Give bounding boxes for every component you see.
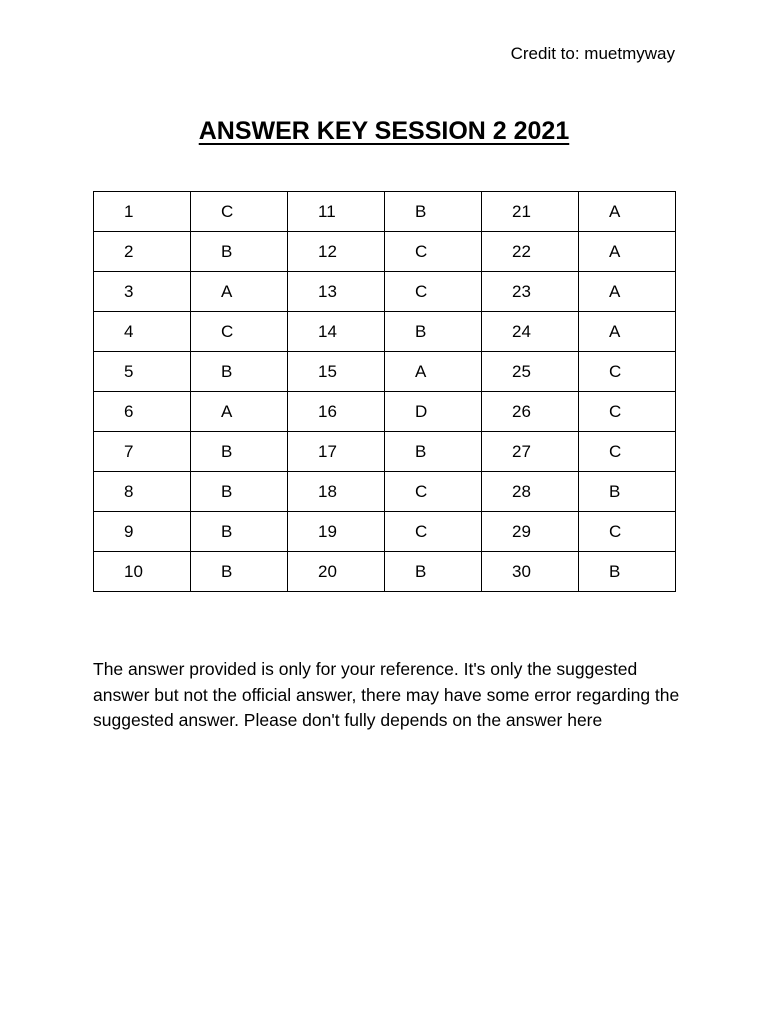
answer-cell: A bbox=[385, 352, 482, 392]
answer-cell: B bbox=[191, 512, 288, 552]
answer-cell: C bbox=[385, 232, 482, 272]
table-row bbox=[94, 472, 676, 512]
question-number-cell: 3 bbox=[94, 272, 191, 312]
question-number-cell: 19 bbox=[288, 512, 385, 552]
answer-key-table bbox=[93, 191, 676, 592]
question-number-cell: 16 bbox=[288, 392, 385, 432]
disclaimer-text: The answer provided is only for your reference. It's only the suggested answer but not the official answer, there may have some error regarding the suggested answer. Please don't fully depends on the answer here bbox=[93, 659, 680, 730]
question-number-cell: 13 bbox=[288, 272, 385, 312]
table-row bbox=[94, 312, 676, 352]
answer-cell: B bbox=[385, 312, 482, 352]
table-row bbox=[94, 392, 676, 432]
answer-cell: C bbox=[579, 512, 676, 552]
answer-cell: C bbox=[579, 392, 676, 432]
question-number-cell: 4 bbox=[94, 312, 191, 352]
question-number-cell: 15 bbox=[288, 352, 385, 392]
table-row bbox=[94, 352, 676, 392]
page-title-text: ANSWER KEY SESSION 2 2021 bbox=[198, 117, 570, 145]
credit-text: Credit to: muetmyway bbox=[510, 44, 675, 63]
table-row bbox=[94, 432, 676, 472]
table-row bbox=[94, 192, 676, 232]
answer-cell: B bbox=[385, 552, 482, 592]
question-number-cell: 22 bbox=[482, 232, 579, 272]
answer-cell: A bbox=[579, 272, 676, 312]
answer-cell: A bbox=[579, 232, 676, 272]
question-number-cell: 7 bbox=[94, 432, 191, 472]
table-row bbox=[94, 552, 676, 592]
answer-cell: B bbox=[385, 432, 482, 472]
question-number-cell: 24 bbox=[482, 312, 579, 352]
question-number-cell: 2 bbox=[94, 232, 191, 272]
answer-cell: C bbox=[579, 352, 676, 392]
answer-cell: A bbox=[579, 312, 676, 352]
answer-cell: C bbox=[579, 432, 676, 472]
answer-cell: C bbox=[191, 312, 288, 352]
question-number-cell: 30 bbox=[482, 552, 579, 592]
answer-cell: C bbox=[385, 272, 482, 312]
answer-key-body bbox=[94, 192, 676, 592]
page-title bbox=[0, 117, 768, 146]
question-number-cell: 10 bbox=[94, 552, 191, 592]
question-number-cell: 8 bbox=[94, 472, 191, 512]
table-row bbox=[94, 232, 676, 272]
question-number-cell: 27 bbox=[482, 432, 579, 472]
question-number-cell: 17 bbox=[288, 432, 385, 472]
answer-cell: C bbox=[385, 512, 482, 552]
question-number-cell: 23 bbox=[482, 272, 579, 312]
question-number-cell: 5 bbox=[94, 352, 191, 392]
answer-cell: B bbox=[385, 192, 482, 232]
answer-cell: C bbox=[191, 192, 288, 232]
answer-cell: B bbox=[191, 432, 288, 472]
answer-cell: A bbox=[191, 272, 288, 312]
question-number-cell: 18 bbox=[288, 472, 385, 512]
question-number-cell: 21 bbox=[482, 192, 579, 232]
answer-cell: B bbox=[191, 352, 288, 392]
question-number-cell: 14 bbox=[288, 312, 385, 352]
question-number-cell: 12 bbox=[288, 232, 385, 272]
answer-cell: A bbox=[579, 192, 676, 232]
answer-cell: C bbox=[385, 472, 482, 512]
question-number-cell: 6 bbox=[94, 392, 191, 432]
question-number-cell: 28 bbox=[482, 472, 579, 512]
table-row bbox=[94, 272, 676, 312]
question-number-cell: 25 bbox=[482, 352, 579, 392]
answer-cell: B bbox=[579, 472, 676, 512]
question-number-cell: 26 bbox=[482, 392, 579, 432]
question-number-cell: 20 bbox=[288, 552, 385, 592]
question-number-cell: 11 bbox=[288, 192, 385, 232]
answer-cell: D bbox=[385, 392, 482, 432]
answer-cell: B bbox=[191, 552, 288, 592]
table-row bbox=[94, 512, 676, 552]
answer-cell: A bbox=[191, 392, 288, 432]
answer-cell: B bbox=[191, 232, 288, 272]
question-number-cell: 1 bbox=[94, 192, 191, 232]
answer-cell: B bbox=[579, 552, 676, 592]
question-number-cell: 29 bbox=[482, 512, 579, 552]
question-number-cell: 9 bbox=[94, 512, 191, 552]
answer-cell: B bbox=[191, 472, 288, 512]
